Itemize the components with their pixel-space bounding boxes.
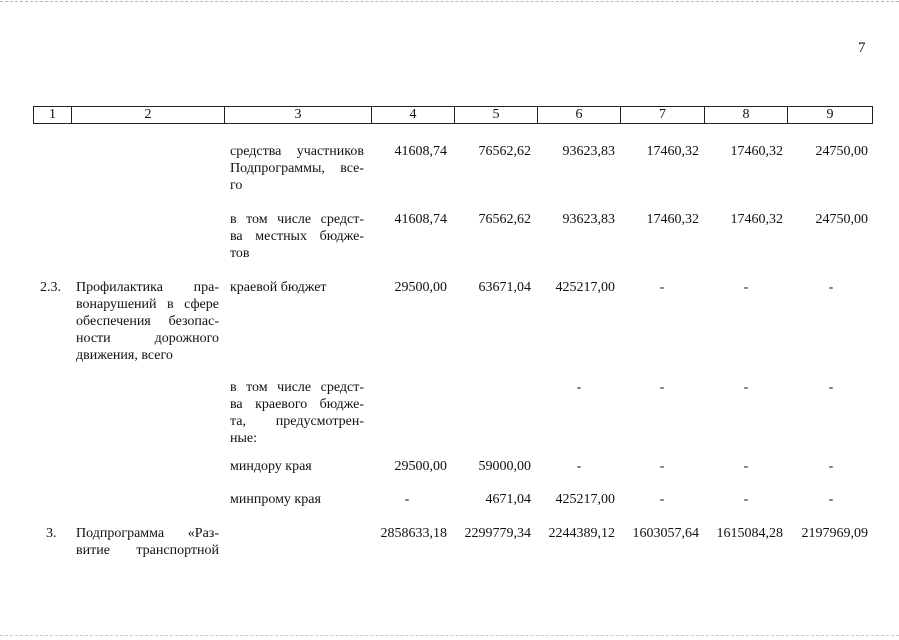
name-line: витие транспортной	[76, 543, 219, 558]
value-col9: 2197969,09	[801, 526, 868, 541]
source-label: миндору края	[230, 459, 312, 474]
row-number: 3.	[46, 526, 57, 541]
value-col9-dash: -	[828, 459, 834, 474]
source-line: в том числе средст-	[230, 212, 364, 227]
value-col5: 63671,04	[478, 280, 531, 295]
value-col4: 41608,74	[394, 144, 447, 159]
header-cell-9: 9	[826, 107, 834, 122]
value-col9: 24750,00	[815, 212, 868, 227]
value-col9-dash: -	[828, 492, 834, 507]
value-col4: 41608,74	[394, 212, 447, 227]
value-col7-dash: -	[659, 380, 665, 395]
value-col8: 1615084,28	[716, 526, 783, 541]
value-col7: 17460,32	[646, 212, 699, 227]
name-line: обеспечения безопас-	[76, 314, 219, 329]
value-col4: 29500,00	[394, 459, 447, 474]
header-cell-4: 4	[372, 107, 455, 123]
name-line: движения, всего	[76, 348, 173, 363]
source-line: ва краевого бюдже-	[230, 397, 364, 412]
value-col6-dash: -	[576, 459, 582, 474]
row-number: 2.3.	[40, 280, 61, 295]
value-col7: 17460,32	[646, 144, 699, 159]
value-col6: 2244389,12	[548, 526, 615, 541]
value-col4: 29500,00	[394, 280, 447, 295]
source-line: ные:	[230, 431, 258, 446]
name-line: ности дорожного	[76, 331, 219, 346]
scan-edge-bottom	[0, 635, 899, 636]
header-cell-8: 8	[705, 107, 788, 123]
value-col6-dash: -	[576, 380, 582, 395]
value-col7-dash: -	[659, 280, 665, 295]
value-col4: 2858633,18	[380, 526, 447, 541]
header-cell-5: 5	[455, 107, 538, 123]
value-col4-dash: -	[404, 492, 410, 507]
source-line: в том числе средст-	[230, 380, 364, 395]
source-line: го	[230, 178, 243, 193]
value-col9: 24750,00	[815, 144, 868, 159]
header-cell-1: 1	[34, 107, 72, 123]
source-line: Подпрограммы, все-	[230, 161, 364, 176]
value-col9-dash: -	[828, 380, 834, 395]
value-col5: 4671,04	[485, 492, 531, 507]
value-col8: 17460,32	[730, 212, 783, 227]
name-line: Подпрограмма «Раз-	[76, 526, 219, 541]
value-col6: 425217,00	[555, 280, 615, 295]
value-col5: 76562,62	[478, 212, 531, 227]
value-col5: 59000,00	[478, 459, 531, 474]
source-label: краевой бюджет	[230, 280, 327, 295]
source-line: тов	[230, 246, 250, 261]
value-col8-dash: -	[743, 280, 749, 295]
column-number-header-row	[33, 106, 873, 124]
name-line: Профилактика пра-	[76, 280, 219, 295]
header-cell-7: 7	[621, 107, 705, 123]
value-col7: 1603057,64	[632, 526, 699, 541]
value-col8-dash: -	[743, 459, 749, 474]
value-col9-dash: -	[828, 280, 834, 295]
header-cell-6: 6	[538, 107, 621, 123]
page-number: 7	[858, 40, 866, 56]
value-col6: 93623,83	[562, 212, 615, 227]
value-col6: 425217,00	[555, 492, 615, 507]
scan-edge-top	[0, 1, 899, 2]
value-col7-dash: -	[659, 459, 665, 474]
source-line: та, предусмотрен-	[230, 414, 364, 429]
header-cell-3: 3	[225, 107, 372, 123]
value-col5: 2299779,34	[464, 526, 531, 541]
value-col7-dash: -	[659, 492, 665, 507]
value-col5: 76562,62	[478, 144, 531, 159]
source-line: средства участников	[230, 144, 364, 159]
source-line: ва местных бюдже-	[230, 229, 364, 244]
source-label: минпрому края	[230, 492, 321, 507]
value-col6: 93623,83	[562, 144, 615, 159]
name-line: вонарушений в сфере	[76, 297, 219, 312]
value-col8: 17460,32	[730, 144, 783, 159]
value-col8-dash: -	[743, 380, 749, 395]
value-col8-dash: -	[743, 492, 749, 507]
header-cell-2: 2	[72, 107, 225, 123]
